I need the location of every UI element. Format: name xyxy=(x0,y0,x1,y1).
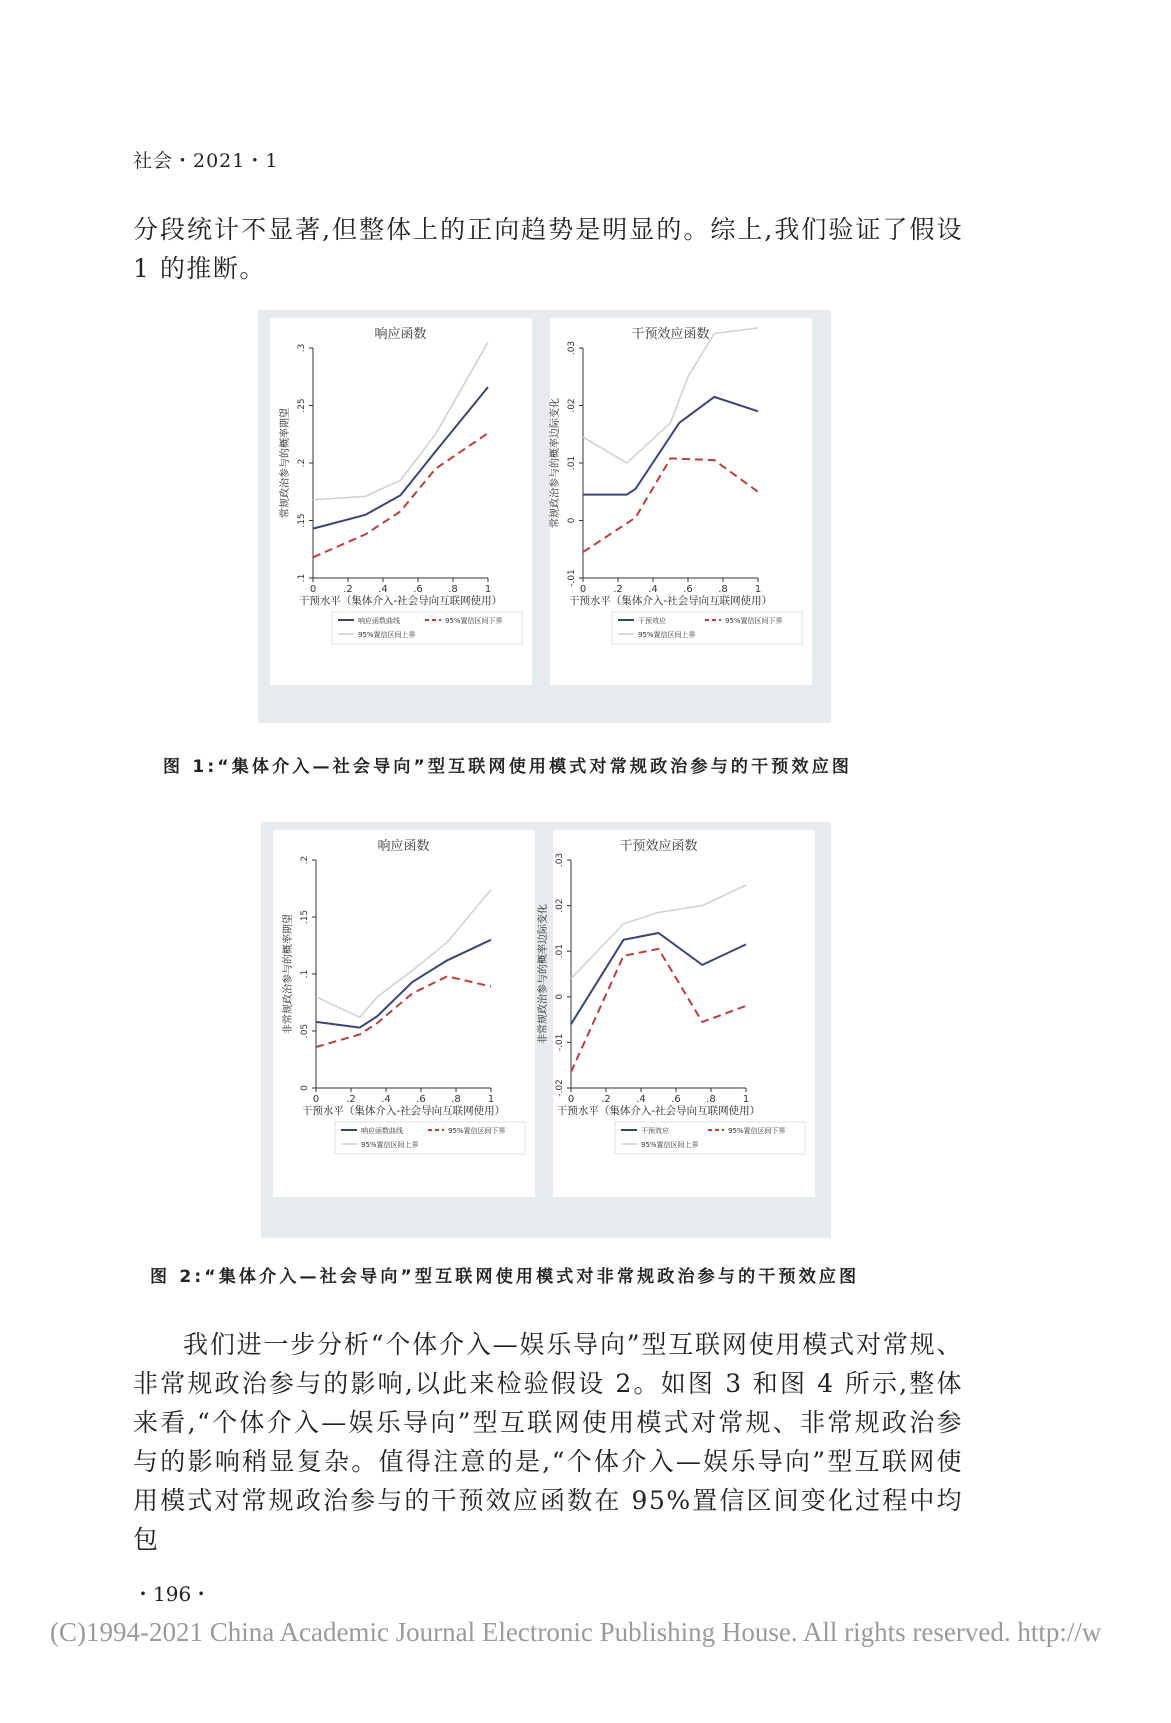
x-tick-label: .2 xyxy=(343,584,353,595)
y-tick-label: .03 xyxy=(555,852,565,868)
y-axis-label: 常规政治参与的概率边际变化 xyxy=(550,398,561,528)
chart-panel-1 xyxy=(270,318,532,685)
x-tick-label: .4 xyxy=(381,1094,391,1105)
y-tick-label: -.02 xyxy=(555,1079,565,1097)
x-tick-label: 0 xyxy=(309,584,317,595)
y-tick-label: .15 xyxy=(297,513,307,528)
x-tick-label: .6 xyxy=(416,1094,426,1105)
x-tick-label: .2 xyxy=(346,1094,356,1105)
panel-title: 响应函数 xyxy=(374,327,427,342)
x-tick-label: 1 xyxy=(484,584,492,595)
legend-label: 95%置信区间下界 xyxy=(728,1127,786,1135)
y-tick-label: 0 xyxy=(567,517,577,524)
y-tick-label: 0 xyxy=(300,1085,310,1091)
panel-title: 干预效应函数 xyxy=(619,839,698,854)
legend-label: 响应函数曲线 xyxy=(358,617,400,625)
y-tick-label: .2 xyxy=(297,458,307,468)
x-tick-label: .2 xyxy=(601,1094,611,1105)
figure-1-chart xyxy=(258,310,831,723)
y-tick-label: .15 xyxy=(300,909,310,925)
y-tick-label: 0 xyxy=(555,993,565,1000)
x-axis-label: 干预水平（集体介入-社会导向互联网使用） xyxy=(556,1105,761,1117)
figure-1 xyxy=(258,310,831,723)
running-header: 社会・2021・1 xyxy=(133,150,279,172)
y-tick-label: .05 xyxy=(300,1023,310,1039)
y-tick-label: .2 xyxy=(300,855,310,865)
y-tick-label: .02 xyxy=(567,398,577,413)
x-tick-label: 1 xyxy=(754,584,762,595)
body-paragraph-1: 分段统计不显著,但整体上的正向趋势是明显的。综上,我们验证了假设 1 的推断。 xyxy=(133,215,963,283)
y-tick-label: -.01 xyxy=(567,569,577,587)
figure-2 xyxy=(261,822,831,1238)
body-paragraph-2: 我们进一步分析“个体介入—娱乐导向”型互联网使用模式对常规、非常规政治参与的影响,以此来检验假设 2。如图 3 和图 4 所示,整体来看,“个体介入—娱乐导向”型互联网使用模式对常规、非常规政治参与的影响稍显复杂。值得注意的是,“个体介入—娱乐导向”型互联网使用模式对常规政治参与的干预效应函数在 95%置信区间变化过程中均包 xyxy=(133,1330,963,1554)
legend-label: 干预效应 xyxy=(638,617,666,625)
y-axis-label: 常规政治参与的概率期望 xyxy=(280,408,291,518)
y-tick-label: .02 xyxy=(555,898,565,913)
figure-2-chart xyxy=(261,822,831,1238)
x-tick-label: .6 xyxy=(683,584,693,595)
x-axis-label: 干预水平（集体介入-社会导向互联网使用） xyxy=(298,595,503,607)
legend-label: 95%置信区间上界 xyxy=(641,1141,699,1149)
legend-label: 95%置信区间下界 xyxy=(448,1127,506,1135)
x-tick-label: 0 xyxy=(312,1094,320,1105)
chart-panel-2 xyxy=(536,830,815,1197)
x-axis-label: 干预水平（集体介入-社会导向互联网使用） xyxy=(301,1105,506,1117)
y-tick-label: .1 xyxy=(300,969,310,979)
y-tick-label: .25 xyxy=(297,398,307,413)
x-tick-label: .8 xyxy=(718,584,728,595)
chart-panel-1 xyxy=(273,830,535,1197)
panel-title: 干预效应函数 xyxy=(631,327,710,342)
legend-label: 干预效应 xyxy=(641,1127,669,1135)
legend-label: 95%置信区间上界 xyxy=(358,631,416,639)
legend-label: 95%置信区间上界 xyxy=(361,1141,419,1149)
copyright-footer: (C)1994-2021 China Academic Journal Electronic Publishing House. All rights reserved. http://w xyxy=(50,1617,1102,1647)
y-tick-label: -.01 xyxy=(555,1033,565,1052)
chart-panel-2 xyxy=(548,318,812,685)
panel-title: 响应函数 xyxy=(377,839,430,854)
y-tick-label: .03 xyxy=(567,340,577,356)
legend-label: 响应函数曲线 xyxy=(361,1127,403,1135)
x-tick-label: .6 xyxy=(413,584,423,595)
x-tick-label: .6 xyxy=(671,1094,681,1105)
figure-2-caption: 图 2:“集体介入—社会导向”型互联网使用模式对非常规政治参与的干预效应图 xyxy=(150,1267,860,1287)
x-tick-label: .2 xyxy=(613,584,623,595)
x-tick-label: .8 xyxy=(706,1094,716,1105)
y-tick-label: .01 xyxy=(567,455,577,471)
y-tick-label: .01 xyxy=(555,944,565,959)
x-tick-label: .4 xyxy=(636,1094,646,1105)
x-axis-label: 干预水平（集体介入-社会导向互联网使用） xyxy=(568,595,773,607)
y-tick-label: .1 xyxy=(297,573,307,583)
x-tick-label: .4 xyxy=(378,584,388,595)
x-tick-label: .8 xyxy=(448,584,458,595)
legend-label: 95%置信区间下界 xyxy=(445,617,503,625)
y-tick-label: .3 xyxy=(297,343,307,353)
y-axis-label: 非常规政治参与的概率期望 xyxy=(283,914,294,1034)
x-tick-label: .4 xyxy=(648,584,658,595)
y-axis-label: 非常规政治参与的概率边际变化 xyxy=(538,904,549,1044)
page-number: ・196・ xyxy=(133,1582,212,1606)
x-tick-label: 1 xyxy=(742,1094,750,1105)
legend-label: 95%置信区间上界 xyxy=(638,631,696,639)
x-tick-label: 0 xyxy=(567,1094,575,1105)
figure-1-caption: 图 1:“集体介入—社会导向”型互联网使用模式对常规政治参与的干预效应图 xyxy=(163,757,853,777)
x-tick-label: .8 xyxy=(451,1094,461,1105)
legend-label: 95%置信区间下界 xyxy=(725,617,783,625)
x-tick-label: 1 xyxy=(487,1094,495,1105)
x-tick-label: 0 xyxy=(579,584,587,595)
